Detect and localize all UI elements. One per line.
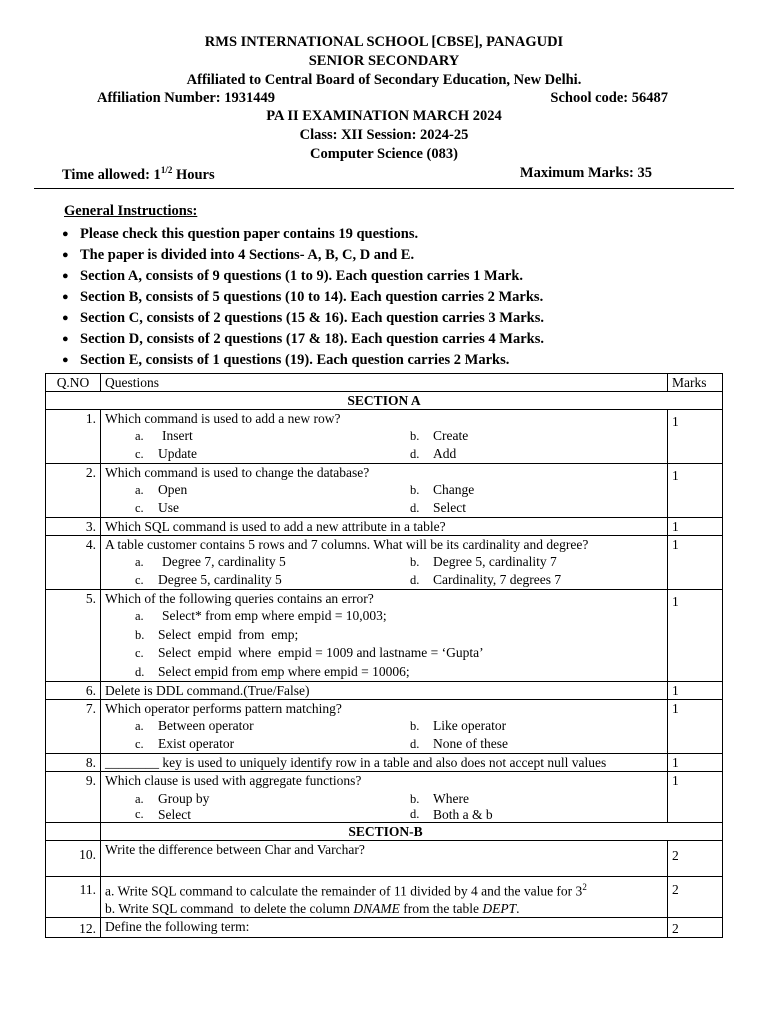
header-divider [34, 188, 734, 189]
instruction-item: ● The paper is divided into 4 Sections- A, B, C, D and E. [62, 245, 768, 266]
option: c. Update [135, 446, 197, 461]
question-text: Which command is used to add a new row? [105, 411, 341, 426]
option: b. Where [410, 791, 469, 806]
max-marks: Maximum Marks: 35 [519, 165, 652, 181]
instructions-list [0, 224, 768, 371]
time-allowed: Time allowed: $1^{1/2}$ Hours [62, 165, 215, 183]
option: b. Degree 5, cardinality 7 [410, 554, 557, 569]
question-text: b. Write SQL command to delete the column DNAME from the table DEPT. [105, 900, 520, 916]
question-number: 4. [46, 536, 101, 590]
option: b. Create [410, 428, 469, 443]
options [105, 481, 663, 517]
option: d. Cardinality, 7 degrees 7 [410, 572, 562, 587]
instruction-item: ● Section B, consists of 5 questions (10 to 14). Each question carries 2 Marks. [62, 287, 768, 308]
question-cell [101, 877, 668, 918]
option: d. None of these [410, 736, 508, 751]
question-cell [101, 700, 668, 754]
options [105, 717, 663, 753]
empty-cell [46, 823, 101, 841]
subject: Computer Science (083) [310, 146, 458, 162]
question-text: Which of the following queries contains an error? [105, 591, 374, 606]
question-marks: 2 [668, 917, 723, 937]
header-qno: Q.NO [46, 374, 101, 392]
option: c. Select [135, 807, 191, 822]
question-number: 3. [46, 518, 101, 536]
options [105, 607, 663, 681]
question-text: Which clause is used with aggregate functions? [105, 773, 362, 788]
header-questions: Questions [101, 374, 668, 392]
option: c. Use [135, 500, 179, 515]
question-number: 7. [46, 700, 101, 754]
question-marks: 2 [668, 841, 723, 877]
table-row [46, 877, 723, 918]
table-row [46, 410, 723, 464]
question-cell [101, 410, 668, 464]
table-row [46, 700, 723, 754]
school-code: School code: 56487 [550, 90, 668, 106]
question-marks: 1 [668, 682, 723, 700]
option: a. Open [135, 482, 188, 497]
instruction-item: ● Section A, consists of 9 questions (1 to 9). Each question carries 1 Mark. [62, 266, 768, 287]
option: d. Select empid from emp where empid = 10006; [135, 663, 410, 679]
option: c. Select empid where empid = 1009 and lastname = ‘Gupta’ [135, 645, 484, 660]
question-marks: 1 [668, 772, 723, 823]
question-marks: 1 [668, 410, 723, 464]
question-marks: 1 [668, 518, 723, 536]
question-cell [101, 590, 668, 682]
option: c. Exist operator [135, 736, 235, 751]
question-text: Which SQL command is used to add a new attribute in a table? [101, 518, 668, 536]
question-marks: 1 [668, 536, 723, 590]
class-session: Class: XII Session: 2024-25 [299, 127, 469, 143]
option: a. Group by [135, 791, 210, 806]
option: b. Like operator [410, 718, 507, 733]
section-row [46, 392, 723, 410]
question-cell [101, 536, 668, 590]
option: a. Between operator [135, 718, 254, 733]
question-text: A table customer contains 5 rows and 7 columns. What will be its cardinality and degree? [105, 537, 589, 552]
question-marks: 1 [668, 754, 723, 772]
question-text: Which command is used to change the database? [105, 465, 370, 480]
question-marks: 1 [668, 464, 723, 518]
question-number: 9. [46, 772, 101, 823]
options [105, 789, 663, 822]
options [105, 427, 663, 463]
table-row [46, 518, 723, 536]
section-b-title: SECTION-B [101, 823, 723, 841]
affiliation-text: Affiliated to Central Board of Secondary Education, New Delhi. [186, 72, 582, 88]
table-row [46, 841, 723, 877]
instruction-item: ● Please check this question paper contains 19 questions. [62, 224, 768, 245]
question-number: 12. [46, 917, 101, 937]
affiliation-row [0, 90, 768, 107]
option: b. Select empid from emp; [135, 626, 299, 642]
table-row [46, 536, 723, 590]
options [105, 553, 663, 589]
instruction-item: ● Section C, consists of 2 questions (15 & 16). Each question carries 3 Marks. [62, 308, 768, 329]
exam-title: PA II EXAMINATION MARCH 2024 [266, 108, 502, 124]
question-text: a. Write SQL command to calculate the remainder of 11 divided by 4 and the value for $3^2$ [105, 882, 587, 899]
table-row [46, 754, 723, 772]
question-text: Write the difference between Char and Varchar? [101, 841, 668, 877]
affiliation-number: Affiliation Number: 1931449 [97, 90, 276, 106]
table-row [46, 682, 723, 700]
table-row [46, 917, 723, 937]
option: a. Insert [135, 428, 193, 443]
option: a. Select* from emp where empid = 10,003; [135, 608, 387, 623]
question-text: Which operator performs pattern matching? [105, 701, 342, 716]
question-number: 6. [46, 682, 101, 700]
question-marks: 1 [668, 590, 723, 682]
question-number: 2. [46, 464, 101, 518]
question-number: 10. [46, 841, 101, 877]
instruction-item: ● Section D, consists of 2 questions (17 & 18). Each question carries 4 Marks. [62, 329, 768, 350]
time-row [0, 165, 768, 184]
option: b. Change [410, 482, 475, 497]
instruction-item: ● Section E, consists of 1 questions (19). Each question carries 2 Marks. [62, 350, 768, 371]
option: a. Degree 7, cardinality 5 [135, 554, 286, 569]
question-number: 11. [46, 877, 101, 918]
section-a-title: SECTION A [46, 392, 723, 410]
option: d. Both a & b [410, 807, 493, 822]
question-table [45, 373, 723, 938]
question-marks: 1 [668, 700, 723, 754]
table-row [46, 464, 723, 518]
question-text: Delete is DDL command.(True/False) [101, 682, 668, 700]
question-cell [101, 772, 668, 823]
question-number: 1. [46, 410, 101, 464]
instructions-title: General Instructions: [64, 202, 198, 219]
question-number: 5. [46, 590, 101, 682]
table-row [46, 772, 723, 823]
option: d. Add [410, 446, 457, 461]
header-marks: Marks [668, 374, 723, 392]
section-row [46, 823, 723, 841]
option: d. Select [410, 500, 466, 515]
option: c. Degree 5, cardinality 5 [135, 572, 282, 587]
question-number: 8. [46, 754, 101, 772]
question-marks: 2 [668, 877, 723, 918]
question-cell [101, 464, 668, 518]
school-level: SENIOR SECONDARY [308, 53, 460, 69]
question-text: Define the following term: [101, 917, 668, 937]
table-header-row [46, 374, 723, 392]
school-name: RMS INTERNATIONAL SCHOOL [CBSE], PANAGUDI [204, 34, 564, 50]
question-text: ________ key is used to uniquely identify row in a table and also does not accept null values [101, 754, 668, 772]
table-row [46, 590, 723, 682]
